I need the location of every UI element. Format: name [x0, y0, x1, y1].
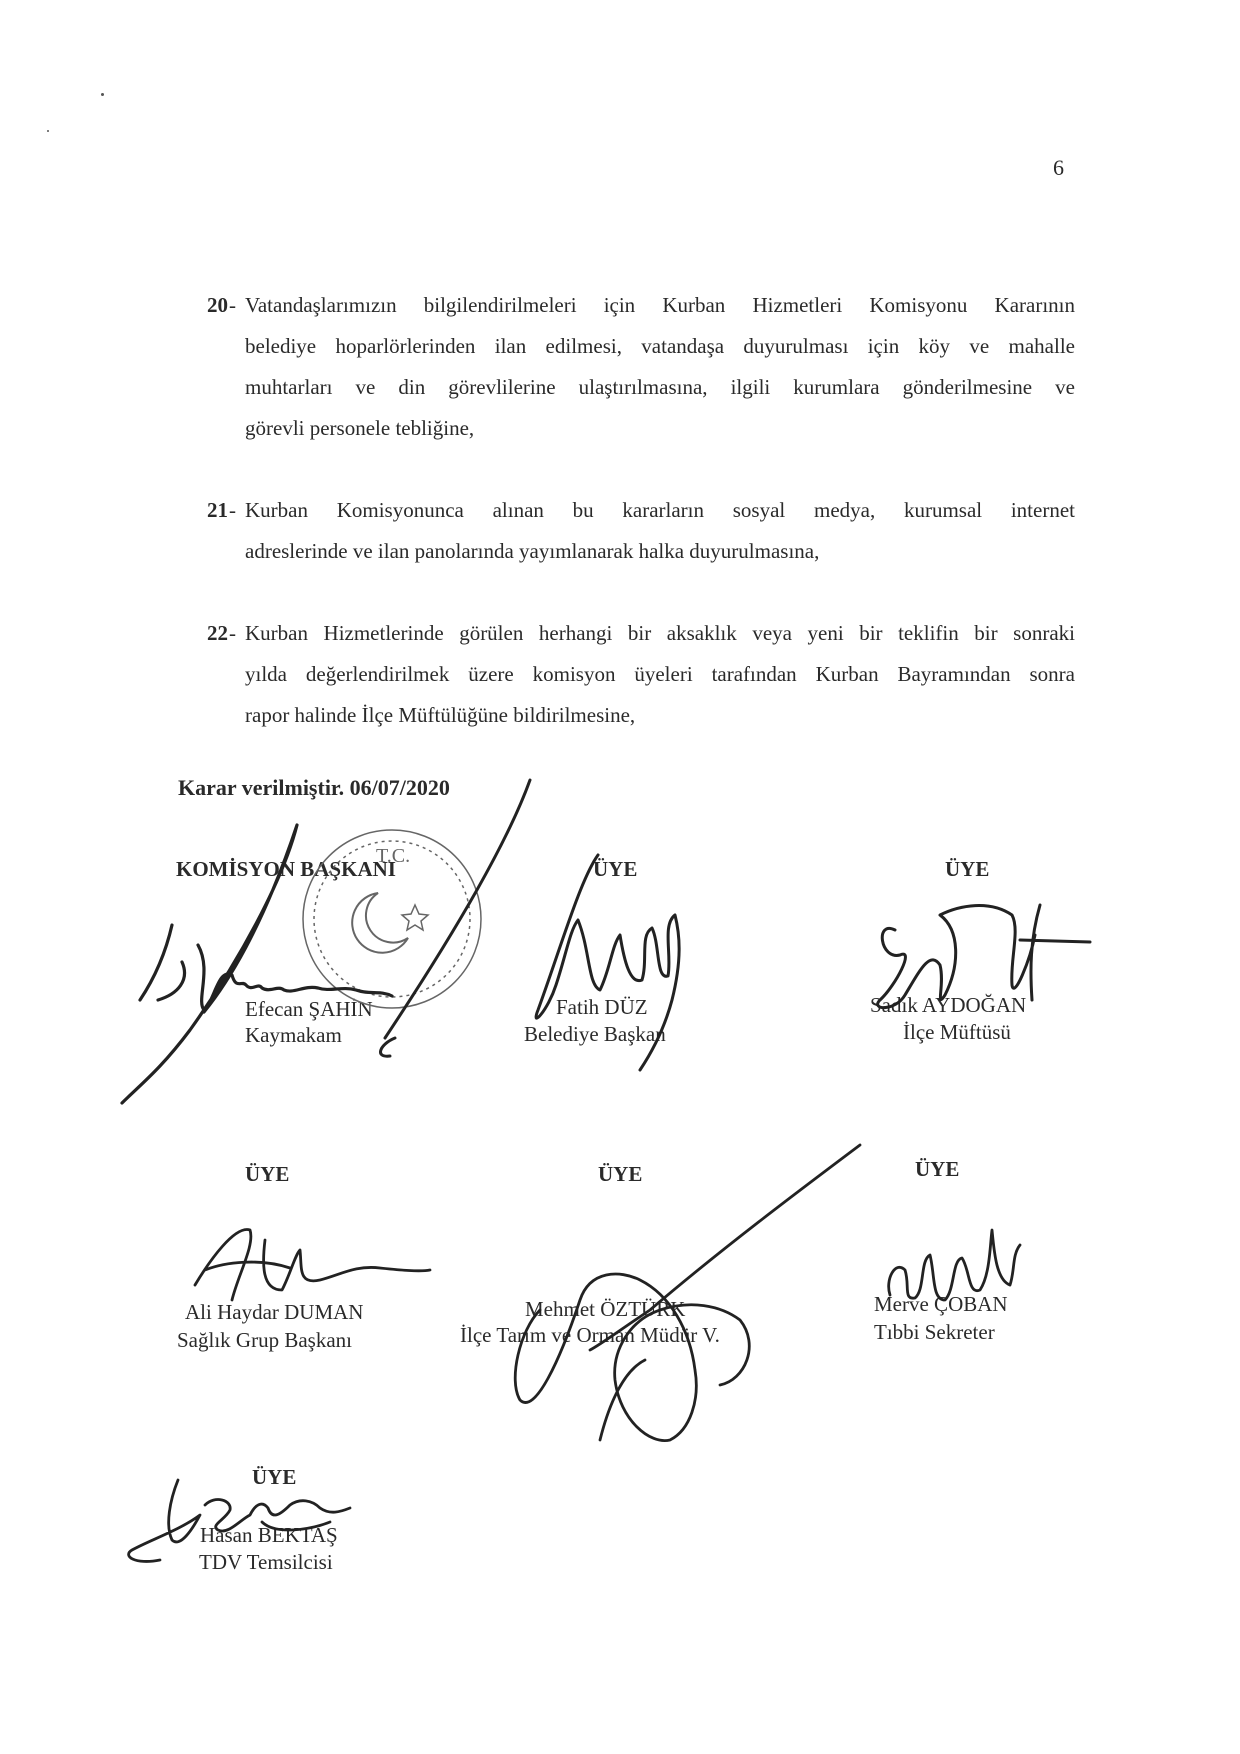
- item-text: [245, 285, 1075, 449]
- item-number: 20: [207, 293, 228, 317]
- signatory-title-secretary: Tıbbi Sekreter: [874, 1320, 995, 1344]
- signatory-name-secretary: Merve ÇOBAN: [874, 1292, 1008, 1316]
- signatory-title-mayor: Belediye Başkan: [524, 1022, 666, 1046]
- decision-item-20: 20 - Vatandaşlarımızın bilgilendirilmeleri için Kurban Hizmetleri Komisyonu Kararının belediye hoparlörlerinden ilan edilmesi, vatandaşa duyurulması için köy ve mahalle muhtarları ve din görevlilerine ulaştırılmasına, ilgili kurumlara gönderilmesine ve görevli personele tebliğine,: [207, 285, 1075, 449]
- signatory-name-agriculture: Mehmet ÖZTÜRK: [525, 1297, 686, 1321]
- member-heading: ÜYE: [245, 1162, 290, 1186]
- signatory-name-tdv: Hasan BEKTAŞ: [200, 1523, 338, 1547]
- item-line: muhtarları ve din görevlilerine ulaştırılmasına, ilgili kurumlara gönderilmesine ve: [245, 375, 1075, 399]
- item-line: rapor halinde İlçe Müftülüğüne bildirilmesine,: [245, 703, 636, 727]
- page-number: 6: [1053, 155, 1064, 180]
- member-heading: ÜYE: [593, 857, 638, 881]
- member-heading: ÜYE: [252, 1465, 297, 1489]
- secretary-signature: [889, 1230, 1020, 1300]
- scan-speck: [101, 93, 104, 96]
- chair-heading: KOMİSYON BAŞKANI: [176, 857, 396, 881]
- item-number: 22: [207, 621, 228, 645]
- item-text: [245, 613, 1075, 736]
- signatory-title-tdv: TDV Temsilcisi: [199, 1550, 333, 1574]
- scan-speck: [47, 130, 49, 132]
- agriculture-signature: [515, 1145, 860, 1441]
- item-number: 21: [207, 498, 228, 522]
- decision-item-22: 22 - Kurban Hizmetlerinde görülen herhangi bir aksaklık veya yeni bir teklifin bir sonraki yılda değerlendirilmek üzere komisyon üyeleri tarafından Kurban Bayramından sonra rapor halinde İlçe Müftülüğüne bildirilmesine,: [207, 613, 1075, 736]
- signatory-title-mufti: İlçe Müftüsü: [903, 1020, 1011, 1044]
- item-line: belediye hoparlörlerinden ilan edilmesi, vatandaşa duyurulması için köy ve mahalle: [245, 334, 1075, 358]
- chair-signature-stroke: [381, 780, 530, 1056]
- item-line: görevli personele tebliğine,: [245, 416, 475, 440]
- item-line: Kurban Komisyonunca alınan bu kararların sosyal medya, kurumsal internet: [245, 498, 1075, 522]
- seal-text: T.C.: [376, 845, 411, 867]
- health-signature: [195, 1230, 430, 1300]
- signatory-name-health: Ali Haydar DUMAN: [185, 1300, 364, 1324]
- signatory-name-mayor: Fatih DÜZ: [556, 995, 648, 1019]
- signatory-title-agriculture: İlçe Tarım ve Orman Müdür V.: [460, 1323, 720, 1347]
- decision-item-21: 21 - Kurban Komisyonunca alınan bu kararların sosyal medya, kurumsal internet adreslerinde ve ilan panolarında yayımlanarak halka duyurulmasına,: [207, 490, 1075, 572]
- member-heading: ÜYE: [945, 857, 990, 881]
- member-heading: ÜYE: [598, 1162, 643, 1186]
- item-line: Vatandaşlarımızın bilgilendirilmeleri için Kurban Hizmetleri Komisyonu Kararının: [245, 293, 1075, 317]
- item-text: [245, 490, 1075, 572]
- member-heading: ÜYE: [915, 1157, 960, 1181]
- item-line: yılda değerlendirilmek üzere komisyon üyeleri tarafından Kurban Bayramından sonra: [245, 662, 1075, 686]
- signatory-title-health: Sağlık Grup Başkanı: [177, 1328, 352, 1352]
- item-line: Kurban Hizmetlerinde görülen herhangi bir aksaklık veya yeni bir teklifin bir sonraki: [245, 621, 1075, 645]
- signatory-title-chair: Kaymakam: [245, 1023, 342, 1047]
- item-line: adreslerinde ve ilan panolarında yayımlanarak halka duyurulmasına,: [245, 539, 820, 563]
- signatory-name-chair: Efecan ŞAHİN: [245, 997, 373, 1021]
- signatory-name-mufti: Sadık AYDOĞAN: [870, 993, 1027, 1017]
- decision-statement: Karar verilmiştir. 06/07/2020: [178, 775, 450, 800]
